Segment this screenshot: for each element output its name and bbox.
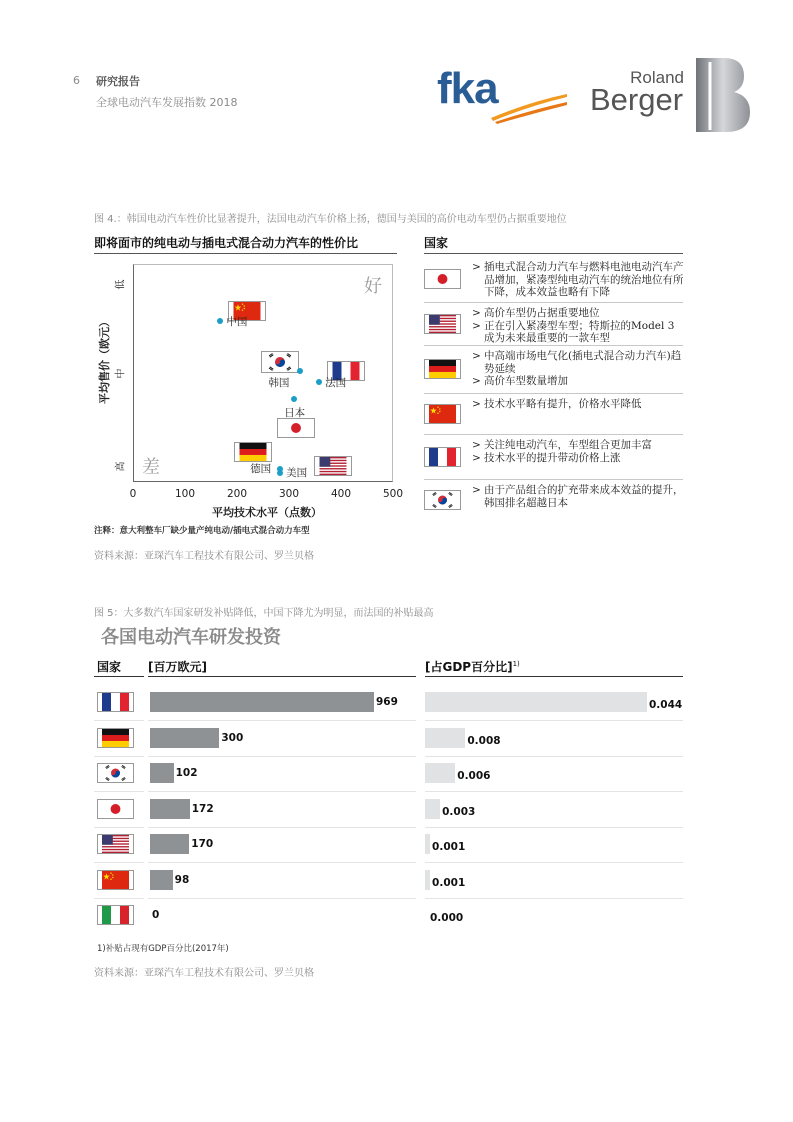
country-header: 国家 [424, 236, 449, 250]
row-divider [425, 827, 683, 828]
legend-bullet-item [472, 261, 684, 299]
gdp-bar [425, 870, 430, 890]
figure5-caption: 图 5：大多数汽车国家研发补贴降低，中国下降尤为明显，而法国的补贴最高 [94, 608, 434, 619]
scatter-point-label: 德国 [250, 462, 272, 475]
legend-divider [424, 393, 683, 394]
million-value: 170 [191, 838, 214, 850]
col-country-divider [94, 676, 144, 677]
gdp-value: 0.003 [442, 805, 476, 818]
million-value: 98 [174, 873, 190, 886]
legend-bullet-text: 插电式混合动力汽车与燃料电池电动汽车产品增加，紧凑型纯电动汽车的统治地位有所下降，成本效益也略有下降 [484, 261, 684, 298]
logo-roland-text: Roland [630, 68, 684, 87]
report-label: 研究报告 [96, 75, 140, 88]
corner-bad-label: 差 [142, 457, 160, 478]
gdp-value: 0.000 [430, 912, 464, 924]
legend-bullets [472, 484, 684, 509]
row-divider [148, 720, 416, 721]
page-number: 6 [73, 74, 80, 87]
bullet-marker-icon: > [472, 319, 481, 332]
million-value: 102 [175, 767, 198, 779]
legend-divider [424, 345, 683, 346]
row-divider [425, 791, 683, 792]
flag-china [97, 870, 134, 890]
row-divider [148, 756, 416, 757]
legend-bullet-item [472, 320, 684, 345]
roland-berger-b-icon [694, 56, 752, 134]
bullet-marker-icon: > [472, 484, 481, 496]
flag-japan [97, 799, 134, 819]
col-million: [百万欧元] [148, 660, 207, 674]
row-divider [94, 720, 144, 721]
report-subtitle: 全球电动汽车发展指数 2018 [96, 96, 238, 109]
legend-bullet-text: 关注纯电动汽车，车型组合更加丰富 [484, 439, 652, 451]
flag-italy [97, 905, 134, 925]
col-gdp [425, 658, 520, 675]
legend-divider [424, 479, 683, 480]
bullet-marker-icon: > [472, 350, 481, 362]
figure5-footnote: 1)补贴占现有GDP百分比(2017年) [97, 944, 229, 954]
col-country: 国家 [97, 660, 122, 674]
gdp-value: 0.044 [649, 699, 683, 711]
bullet-marker-icon: > [472, 307, 481, 319]
scatter-point-label: 美国 [286, 467, 308, 480]
figure4-source: 资料来源：亚琛汽车工程技术有限公司、罗兰贝格 [94, 551, 314, 562]
million-bar [150, 728, 219, 748]
fka-logo [437, 64, 567, 124]
legend-bullets [472, 398, 684, 411]
legend-divider [424, 302, 683, 303]
scatter-point-label: 韩国 [268, 376, 290, 389]
chart-title-divider [94, 253, 397, 254]
legend-bullet-item [472, 307, 684, 320]
corner-good-label: 好 [364, 276, 382, 297]
row-divider [148, 827, 416, 828]
million-value: 172 [191, 802, 214, 815]
million-value: 300 [221, 731, 244, 744]
legend-flag-japan [424, 269, 461, 289]
legend-bullet-text: 技术水平的提升带动价格上涨 [484, 451, 621, 464]
row-divider [94, 791, 144, 792]
row-divider [148, 862, 416, 863]
scatter-point-label: 法国 [325, 376, 347, 389]
legend-bullet-text: 技术水平略有提升，价格水平降低 [484, 398, 642, 410]
row-divider [94, 756, 144, 757]
legend-flag-korea [424, 490, 461, 510]
legend-flag-usa [424, 314, 461, 334]
roland-berger-logo [590, 68, 700, 118]
plot-flag-japan [277, 418, 315, 438]
x-axis-label: 平均技术水平（点数） [212, 506, 322, 519]
legend-bullets [472, 350, 684, 388]
million-value: 969 [376, 696, 398, 708]
million-value: 0 [152, 909, 160, 921]
row-divider [425, 720, 683, 721]
y-tick-mid: 中 [115, 368, 127, 379]
row-divider [425, 862, 683, 863]
x-tick-label: 100 [174, 488, 196, 500]
fka-swoosh-icon [489, 88, 569, 124]
y-axis-label: 平均售价（欧元） [98, 316, 111, 404]
row-divider [425, 898, 683, 899]
row-divider [425, 756, 683, 757]
legend-bullet-item [472, 452, 684, 465]
legend-bullet-text: 中高端市场电气化(插电式混合动力汽车)趋势延续 [484, 350, 682, 375]
gdp-bar [425, 834, 430, 854]
figure5-title: 各国电动汽车研发投资 [101, 627, 281, 648]
legend-flag-china [424, 404, 461, 424]
flag-germany [97, 728, 134, 748]
row-divider [94, 862, 144, 863]
col-million-divider [148, 676, 416, 677]
legend-bullet-text: 高价车型仍占据重要地位 [484, 307, 600, 319]
figure5-source: 资料来源：亚琛汽车工程技术有限公司、罗兰贝格 [94, 968, 314, 979]
x-tick-label: 200 [226, 488, 248, 500]
legend-bullet-item [472, 350, 684, 375]
legend-bullets [472, 307, 684, 345]
legend-bullet-item [472, 398, 684, 411]
million-bar [150, 692, 374, 712]
bullet-marker-icon: > [472, 398, 481, 410]
row-divider [94, 827, 144, 828]
legend-flag-france [424, 447, 461, 467]
gdp-value: 0.008 [467, 734, 501, 747]
plot-flag-korea [261, 351, 299, 373]
figure4-caption: 图 4.：韩国电动汽车性价比显著提升，法国电动汽车价格上扬，德国与美国的高价电动车型仍占据重要地位 [94, 214, 567, 225]
legend-divider [424, 434, 683, 435]
bullet-marker-icon: > [472, 451, 481, 464]
flag-usa [97, 834, 134, 854]
bullet-marker-icon: > [472, 439, 481, 451]
legend-bullet-item [472, 439, 684, 452]
gdp-value: 0.001 [432, 841, 466, 853]
gdp-bar [425, 728, 465, 748]
col-gdp-label: [占GDP百分比] [425, 660, 513, 674]
plot-flag-germany [234, 442, 272, 462]
row-divider [148, 791, 416, 792]
scatter-point-label: 中国 [226, 315, 248, 328]
logo-berger-text: Berger [590, 82, 684, 117]
legend-bullet-text: 正在引入紧凑型车型；特斯拉的Model 3成为未来最重要的一款车型 [484, 319, 675, 344]
gdp-bar [425, 799, 440, 819]
country-header-divider [424, 253, 683, 254]
x-tick-label: 400 [330, 488, 352, 500]
legend-bullet-text: 由于产品组合的扩充带来成本效益的提升，韩国排名超越日本 [484, 484, 684, 509]
gdp-value: 0.006 [457, 770, 491, 782]
legend-bullet-item [472, 375, 684, 388]
fka-logo-text: fka [437, 64, 498, 113]
row-divider [148, 898, 416, 899]
legend-bullet-item [472, 484, 684, 509]
y-tick-low: 低 [115, 279, 127, 290]
scatter-point [316, 379, 322, 385]
bullet-marker-icon: > [472, 375, 481, 387]
col-gdp-sup: 1) [512, 660, 520, 668]
scatter-point-label: 日本 [284, 407, 306, 420]
legend-bullet-text: 高价车型数量增加 [484, 375, 568, 387]
bullet-marker-icon: > [472, 261, 481, 273]
plot-flag-usa [314, 456, 352, 476]
legend-bullets [472, 439, 684, 464]
figure4-chart-title: 即将面市的纯电动与插电式混合动力汽车的性价比 [94, 236, 359, 250]
flag-france [97, 692, 134, 712]
legend-flag-germany [424, 359, 461, 379]
million-bar [150, 763, 174, 783]
figure4-note: 注释：意大利整车厂缺少量产纯电动/插电式混合动力车型 [94, 526, 310, 536]
col-gdp-divider [425, 676, 683, 677]
million-bar [150, 834, 189, 854]
gdp-bar [425, 763, 455, 783]
legend-bullets [472, 261, 684, 299]
y-tick-high: 高 [115, 461, 127, 472]
flag-korea [97, 763, 134, 783]
gdp-value: 0.001 [432, 876, 466, 889]
x-tick-label: 0 [129, 488, 137, 500]
gdp-bar [425, 692, 647, 712]
million-bar [150, 799, 190, 819]
y-axis-label-box [96, 300, 112, 420]
million-bar [150, 870, 173, 890]
row-divider [94, 898, 144, 899]
x-tick-label: 500 [382, 488, 404, 500]
x-tick-label: 300 [278, 488, 300, 500]
